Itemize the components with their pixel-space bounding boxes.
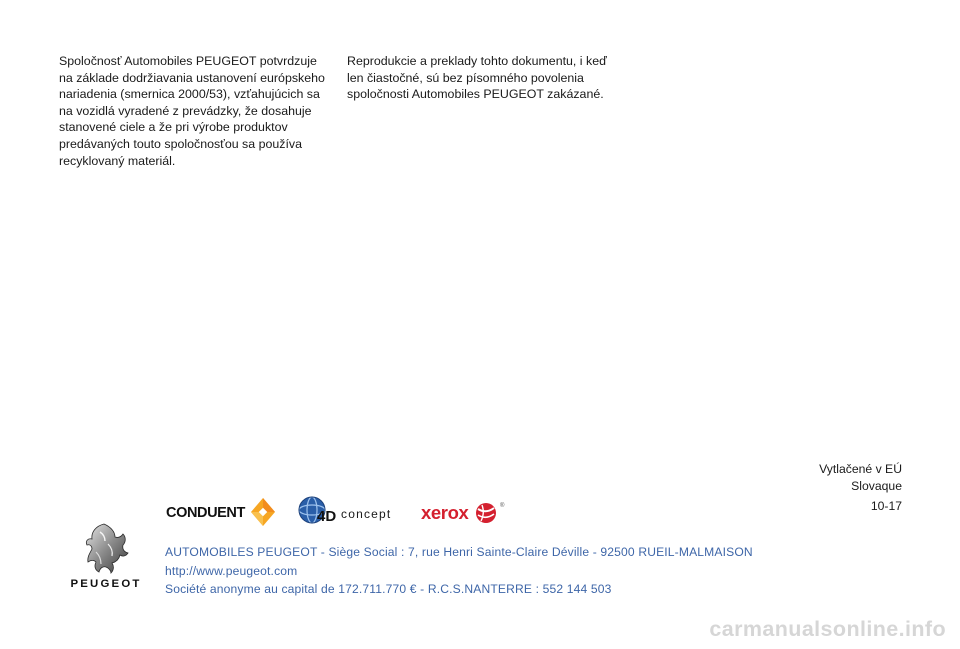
company-website-link[interactable]: http://www.peugeot.com <box>165 563 298 578</box>
copyright-statement-text: Reprodukcie a preklady tohto dokumentu, i keď len čiastočné, sú bez písomného povolenia spoločnosti Automobiles PEUGEOT zakázané. <box>347 54 607 102</box>
peugeot-brand-mark <box>59 522 153 594</box>
conduent-wordmark: CONDUENT <box>166 505 245 521</box>
fourd-concept-logo <box>297 494 407 530</box>
xerox-wordmark: xerox <box>421 502 469 523</box>
company-address: AUTOMOBILES PEUGEOT - Siège Social : 7, rue Henri Sainte-Claire Déville - 92500 RUEIL-MALMAISON <box>165 545 753 559</box>
conduent-mark-icon <box>247 496 279 528</box>
xerox-logo <box>421 494 511 530</box>
xerox-registered-mark: ® <box>500 503 505 509</box>
print-info <box>819 461 902 495</box>
company-legal-info: Société anonyme au capital de 172.711.770 € - R.C.S.NANTERRE : 552 144 503 <box>165 582 612 596</box>
fourd-concept-wordmark: concept <box>341 507 392 521</box>
document-code: 10-17 <box>870 499 902 513</box>
peugeot-wordmark: PEUGEOT <box>70 578 142 590</box>
svg-text:4D: 4D <box>317 508 337 525</box>
fourd-globe-icon <box>297 495 341 529</box>
partner-logos <box>163 494 523 530</box>
copyright-statement <box>347 53 615 103</box>
company-info <box>165 543 753 599</box>
xerox-ball-icon <box>475 502 497 524</box>
recycling-statement-text: Spoločnosť Automobiles PEUGEOT potvrdzuje na základe dodržiavania ustanovení európskeho nariadenia (smernica 2000/53), vzťahujúcich sa na vozidlá vyradené z prevádzky, že dosahuje stanovené ciele a že pri výrobe produktov predávaných touto spoločnosťou sa používa recyklovaný materiál. <box>59 54 325 168</box>
printed-in-label: Vytlačené v EÚ <box>819 462 902 476</box>
language-label: Slovaque <box>851 479 902 493</box>
watermark: carmanualsonline.info <box>709 617 946 641</box>
peugeot-lion-icon <box>78 522 134 574</box>
conduent-logo <box>163 494 287 530</box>
recycling-statement <box>59 53 327 169</box>
